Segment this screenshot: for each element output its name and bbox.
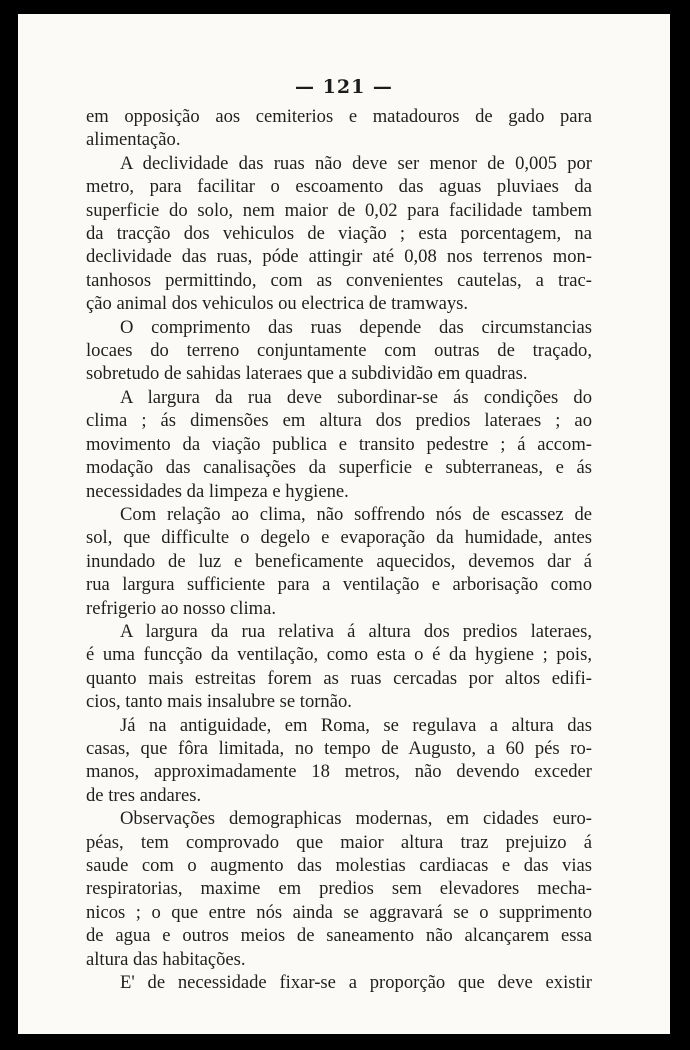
- text-line: A largura da rua deve subordinar-se ás condições do: [120, 386, 592, 408]
- text-line: sobretudo de sahidas lateraes que a subdividão em quadras.: [86, 363, 528, 385]
- text-line: péas, tem comprovado que maior altura traz prejuizo á: [86, 831, 592, 853]
- text-line: altura das habitações.: [86, 948, 246, 970]
- text-line: Observações demographicas modernas, em cidades euro-: [120, 808, 592, 830]
- text-line: é uma funcção da ventilação, como esta o é da hygiene ; pois,: [86, 644, 592, 666]
- text-line: em opposição aos cemiterios e matadouros de gado para: [86, 106, 592, 127]
- text-line: respiratorias, maxime em predios sem elevadores mecha-: [86, 878, 592, 900]
- paragraph: [86, 105, 592, 152]
- paragraph: [86, 971, 592, 994]
- text-line: rua largura sufficiente para a ventilação e arborisação como: [86, 574, 592, 596]
- text-line: A largura da rua relativa á altura dos predios lateraes,: [120, 620, 592, 642]
- text-line: modação das canalisações da superficie e subterraneas, e ás: [86, 457, 592, 479]
- text-line: casas, que fôra limitada, no tempo de Augusto, a 60 pés ro-: [86, 737, 592, 759]
- text-line: O comprimento das ruas depende das circumstancias: [120, 316, 592, 338]
- text-line: de agua e outros meios de saneamento não alcançarem essa: [86, 925, 592, 947]
- text-line: nicos ; o que entre nós ainda se aggravará se o supprimento: [86, 901, 592, 923]
- text-line: E' de necessidade fixar-se a proporção que deve existir: [120, 972, 592, 994]
- text-line: movimento da viação publica e transito pedestre ; á accom-: [86, 433, 592, 455]
- text-line: Com relação ao clima, não soffrendo nós de escassez de: [120, 503, 592, 525]
- text-line: ção animal dos vehiculos ou electrica de tramways.: [86, 293, 469, 315]
- text-line: clima ; ás dimensões em altura dos predios lateraes ; ao: [86, 410, 592, 432]
- paragraph: [86, 714, 592, 808]
- text-line: manos, approximadamente 18 metros, não devendo exceder: [86, 761, 592, 783]
- text-line: quanto mais estreitas forem as ruas cercadas por altos edifi-: [86, 667, 592, 689]
- text-line: da tracção dos vehiculos de viação ; esta porcentagem, na: [86, 223, 592, 245]
- text-line: alimentação.: [86, 129, 181, 151]
- text-line: necessidades da limpeza e hygiene.: [86, 480, 349, 502]
- page-number: — 121 —: [295, 76, 393, 98]
- paragraph: [86, 503, 592, 620]
- paragraph: [86, 316, 592, 386]
- text-line: inundado de luz e beneficamente aquecidos, devemos dar á: [86, 550, 592, 572]
- text-line: de tres andares.: [86, 784, 202, 806]
- text-line: declividade das ruas, póde attingir até 0,08 nos terrenos mon-: [86, 246, 592, 268]
- paragraph: [86, 620, 592, 714]
- text-line: refrigerio ao nosso clima.: [86, 597, 277, 619]
- text-line: Já na antiguidade, em Roma, se regulava a altura das: [120, 714, 592, 736]
- paragraph: [86, 152, 592, 316]
- text-line: metro, para facilitar o escoamento das aguas pluviaes da: [86, 176, 592, 198]
- paragraph: [86, 807, 592, 971]
- text-line: cios, tanto mais insalubre se tornão.: [86, 691, 352, 713]
- text-line: superficie do solo, nem maior de 0,02 para facilidade tambem: [86, 199, 592, 221]
- text-line: sol, que difficulte o degelo e evaporação da humidade, antes: [86, 527, 592, 549]
- paragraph: [86, 386, 592, 503]
- page-body: [86, 105, 592, 994]
- book-page: [18, 14, 670, 1034]
- text-line: locaes do terreno conjuntamente com outras de traçado,: [86, 340, 592, 362]
- text-line: saude com o augmento das molestias cardiacas e das vias: [86, 855, 592, 876]
- text-line: A declividade das ruas não deve ser menor de 0,005 por: [120, 152, 592, 174]
- text-line: tanhosos permittindo, com as convenientes cautelas, a trac-: [86, 269, 592, 291]
